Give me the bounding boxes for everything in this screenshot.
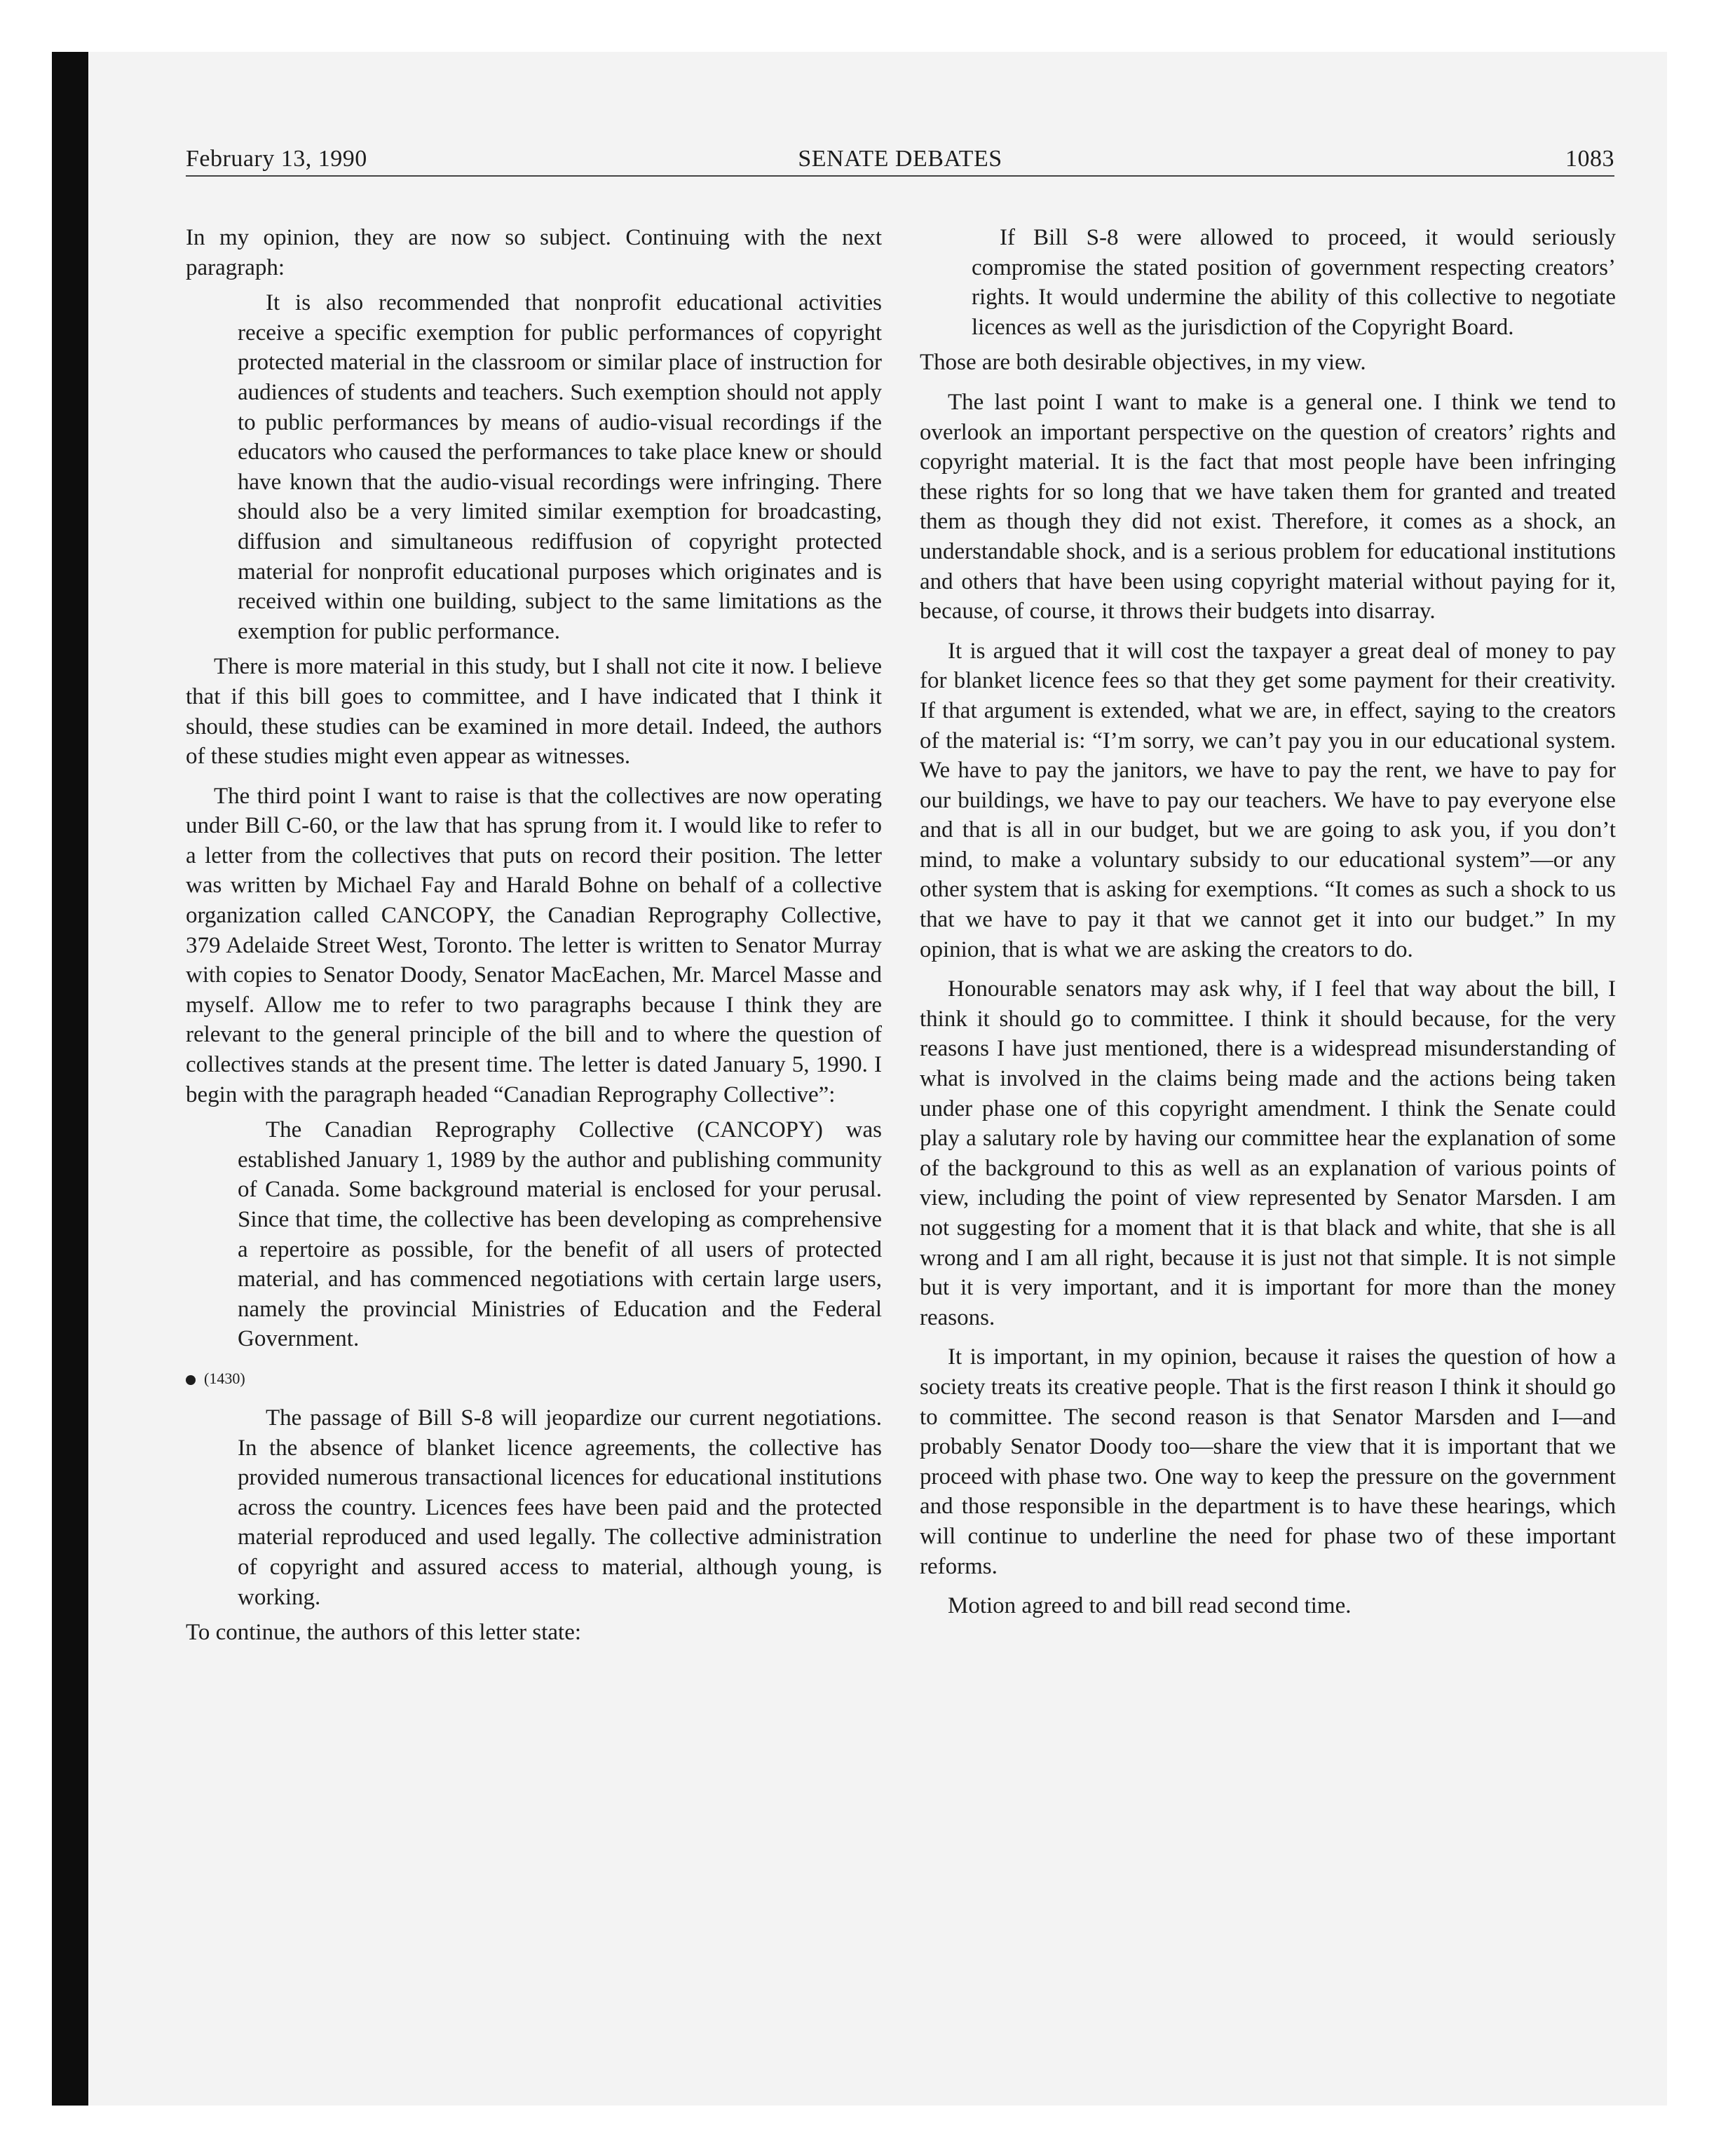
header-date: February 13, 1990 xyxy=(186,146,367,172)
paragraph: To continue, the authors of this letter state: xyxy=(186,1620,582,1646)
right-column xyxy=(920,223,1616,1621)
block-quote: The Canadian Reprography Collective (CANCOPY) was established January 1, 1989 by the author and publishing community of Canada. Some background material is enclosed for your perusal. Since that time, the collective has been developing as comprehensive a repertoire as possible, for the benefit of all users of protected material, and has commenced negotiations with certain large users, namely the provincial Ministries of Education and the Federal Government. xyxy=(238,1117,882,1352)
block-quote: If Bill S-8 were allowed to proceed, it would seriously compromise the stated position of government respecting creators’ rights. It would undermine the ability of this collective to negotiate licences as well as the jurisdiction of the Copyright Board. xyxy=(972,225,1616,340)
block-quote: The passage of Bill S-8 will jeopardize our current negotiations. In the absence of blanket licence agreements, the collective has provided numerous transactional licences for educational institutions across the country. Licences fees have been paid and the protected material reproduced and used legally. The collective administration of copyright and assured access to material, although young, is working. xyxy=(238,1405,882,1610)
scan-binding-edge xyxy=(52,52,88,2106)
time-marker-label: (1430) xyxy=(204,1369,245,1387)
page-number: 1083 xyxy=(1565,146,1614,172)
paragraph: Motion agreed to and bill read second time. xyxy=(948,1593,1352,1619)
paragraph: In my opinion, they are now so subject. Continuing with the next paragraph: xyxy=(186,225,882,280)
paragraph: The third point I want to raise is that the collectives are now operating under Bill C-60, or the law that has sprung from it. I would like to refer to a letter from the collectives that puts on record their position. The letter was written by Michael Fay and Harald Bohne on behalf of a collective organization called CANCOPY, the Canadian Reprography Collective, 379 Adelaide Street West, Toronto. The letter is written to Senator Murray with copies to Senator Doody, Senator MacEachen, Mr. Marcel Masse and myself. Allow me to refer to two paragraphs because I think they are relevant to the general principle of the bill and to where the question of collectives stands at the present time. The letter is dated January 5, 1990. I begin with the paragraph headed “Canadian Reprography Collective”: xyxy=(186,783,882,1107)
left-column xyxy=(186,223,882,1648)
paragraph: It is important, in my opinion, because it raises the question of how a society treats its creative people. That is the first reason I think it should go to committee. The second reason is that Senator Marsden and I—and probably Senator Doody too—share the view that it is important that we proceed with phase two. One way to keep the pressure on the government and those responsible in the department is to have these hearings, which will continue to underline the need for phase two of these important reforms. xyxy=(920,1344,1616,1579)
paragraph: The last point I want to make is a general one. I think we tend to overlook an important perspective on the question of creators’ rights and copyright material. It is the fact that most people have been infringing these rights for so long that we have taken them for granted and treated them as though they did not exist. Therefore, it comes as a shock, an understandable shock, and is a serious problem for educational institutions and others that have been using copyright material without paying for it, because, of course, it throws their budgets into disarray. xyxy=(920,389,1616,625)
time-marker xyxy=(186,1354,882,1403)
paragraph: Honourable senators may ask why, if I feel that way about the bill, I think it should go to committee. I think it should because, for the very reasons I have just mentioned, there is a widespread misunderstanding of what is involved in the claims being made and the actions being taken under phase one of this copyright amendment. I think the Senate could play a salutary role by having our committee hear the explanation of some of the background to this as well as an explanation of various points of view, including the point of view represented by Senator Marsden. I am not suggesting for a moment that it is that black and white, that she is all wrong and I am all right, because it is just not that simple. It is not simple but it is very important, and it is important for more than the money reasons. xyxy=(920,976,1616,1330)
block-quote: It is also recommended that nonprofit educational activities receive a specific exemption for public performances of copyright protected material in the classroom or similar place of instruction for audiences of students and teachers. Such exemption should not apply to public performances by means of audio-visual recordings if the educators who caused the performances to take place knew or should have known that the audio-visual recordings were infringing. There should also be a very limited similar exemption for broadcasting, diffusion and simultaneous rediffusion of copyright protected material for nonprofit educational purposes which originates and is received within one building, subject to the same limitations as the exemption for public performance. xyxy=(238,290,882,644)
paragraph: It is argued that it will cost the taxpayer a great deal of money to pay for blanket licence fees so that they get some payment for their creativity. If that argument is extended, what we are, in effect, saying to the creators of the material is: “I’m sorry, we can’t pay you in our educational system. We have to pay the janitors, we have to pay the rent, we have to pay for our buildings, we have to pay our teachers. We have to pay everyone else and that is all in our budget, but we are going to ask you, if you don’t mind, to make a voluntary subsidy to our educational system”—or any other system that is asking for exemptions. “It comes as such a shock to us that we have to pay it that we cannot get it into our budget.” In my opinion, that is what we are asking the creators to do. xyxy=(920,638,1616,962)
header-title: SENATE DEBATES xyxy=(798,146,1002,172)
paragraph: Those are both desirable objectives, in my view. xyxy=(920,350,1366,376)
paragraph: There is more material in this study, but I shall not cite it now. I believe that if this bill goes to committee, and I have indicated that I think it should, these studies can be examined in more detail. Indeed, the authors of these studies might even appear as witnesses. xyxy=(186,654,882,770)
bullet-icon xyxy=(186,1375,196,1385)
running-header xyxy=(186,142,1614,177)
